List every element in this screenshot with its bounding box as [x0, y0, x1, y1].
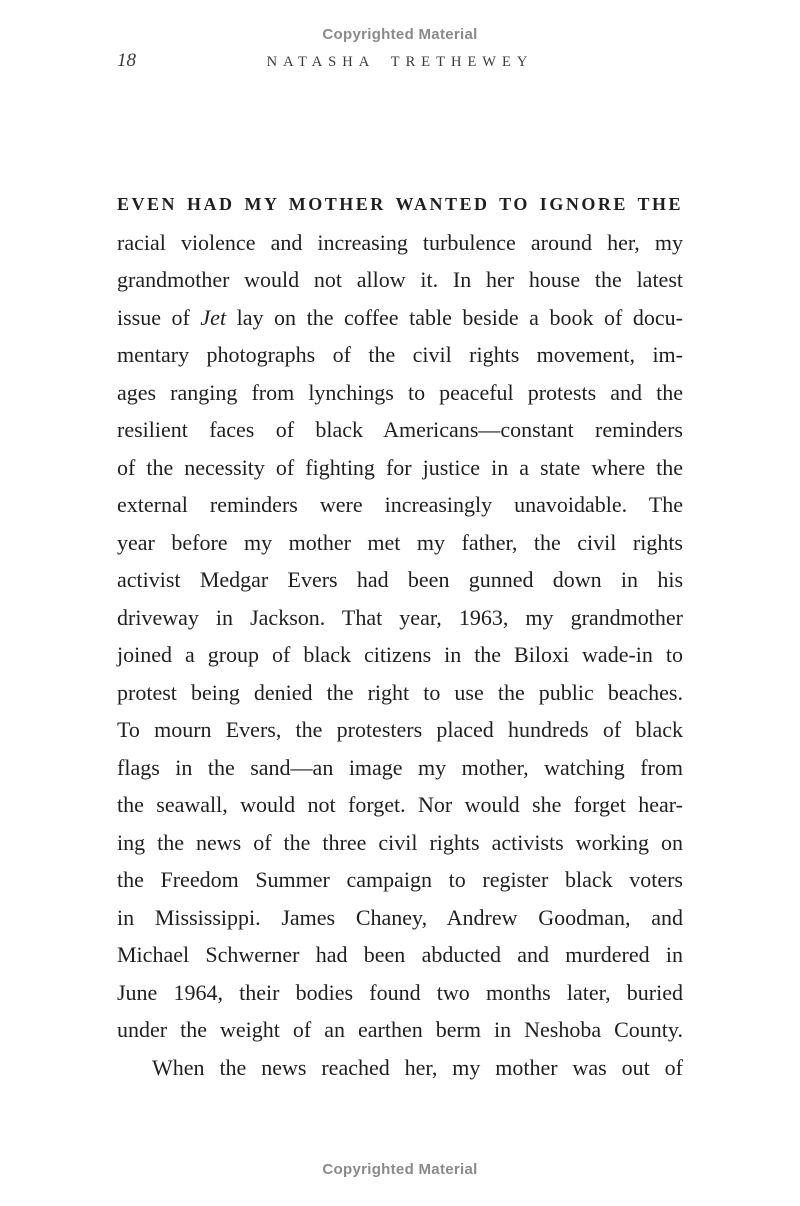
text-segment: issue of — [117, 304, 201, 330]
text-line: the seawall, would not forget. Nor would she forget hear- — [117, 792, 683, 817]
text-line: Michael Schwerner had been abducted and murdered in — [117, 942, 683, 967]
text-line: driveway in Jackson. That year, 1963, my grandmother — [117, 604, 683, 630]
text-line: external reminders were increasingly unavoidable. The — [117, 492, 683, 517]
text-line: June 1964, their bodies found two months later, buried — [117, 979, 683, 1005]
copyright-notice-top: Copyrighted Material — [322, 26, 478, 43]
text-line: racial violence and increasing turbulence around her, my — [117, 229, 683, 255]
running-header: NATASHA TRETHEWEY — [266, 54, 534, 70]
italic-book-title: Jet — [200, 304, 227, 330]
copyright-notice-bottom: Copyrighted Material — [322, 1161, 478, 1178]
text-line: activist Medgar Evers had been gunned down in his — [117, 567, 683, 592]
text-segment: lay on the coffee table beside a book of docu- — [226, 304, 683, 330]
text-line: year before my mother met my father, the civil rights — [117, 529, 683, 555]
text-line: grandmother would not allow it. In her house the latest — [117, 267, 683, 292]
text-line: When the news reached her, my mother was out of — [152, 1054, 683, 1080]
text-line: resilient faces of black Americans—constant reminders — [117, 417, 683, 442]
text-line: of the necessity of fighting for justice in a state where the — [117, 454, 683, 480]
text-line: mentary photographs of the civil rights movement, im- — [117, 342, 683, 367]
text-line: protest being denied the right to use the public beaches. — [117, 679, 683, 705]
text-line: ages ranging from lynchings to peaceful protests and the — [117, 379, 683, 405]
text-line — [117, 299, 683, 337]
text-line: flags in the sand—an image my mother, watching from — [117, 754, 683, 780]
text-line: under the weight of an earthen berm in Neshoba County. — [117, 1017, 683, 1042]
text-line: in Mississippi. James Chaney, Andrew Goodman, and — [117, 904, 683, 930]
body-text — [117, 186, 683, 1086]
page-number: 18 — [117, 50, 136, 71]
text-line: EVEN HAD MY MOTHER WANTED TO IGNORE THE — [117, 194, 683, 214]
text-line: ing the news of the three civil rights activists working on — [117, 829, 683, 855]
text-line: the Freedom Summer campaign to register black voters — [117, 867, 683, 892]
text-line: joined a group of black citizens in the Biloxi wade-in to — [117, 642, 683, 667]
text-line: To mourn Evers, the protesters placed hundreds of black — [117, 717, 683, 742]
